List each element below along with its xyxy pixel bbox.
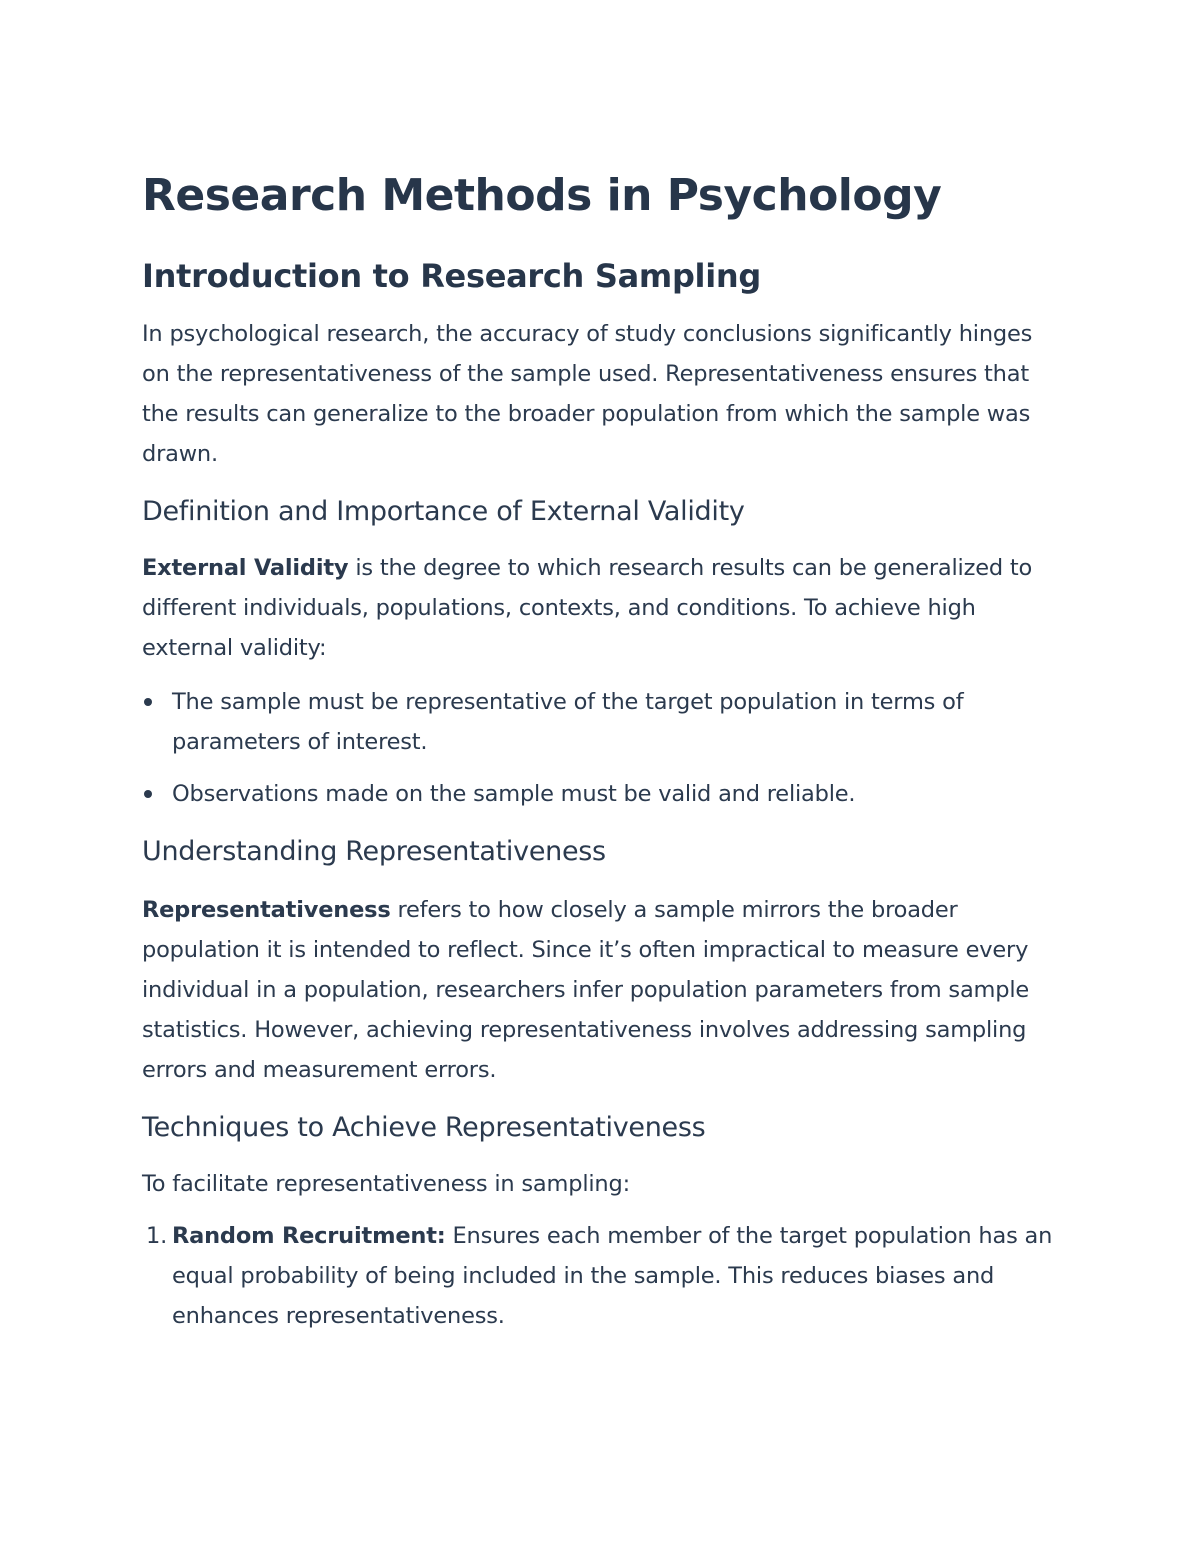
bullet-icon xyxy=(144,698,152,706)
external-validity-term: External Validity xyxy=(142,555,349,581)
list-item-text: The sample must be representative of the target population in terms of parameters of interest. xyxy=(172,689,964,755)
section-heading-representativeness: Understanding Representativeness xyxy=(142,836,606,867)
section-heading-external-validity: Definition and Importance of External Validity xyxy=(142,496,745,527)
techniques-list xyxy=(142,1216,1062,1336)
list-item xyxy=(142,1216,1062,1336)
external-validity-text: is the degree to which research results can be generalized to different individuals, populations, contexts, and conditions. To achieve high external validity: xyxy=(142,555,1033,661)
list-item xyxy=(142,682,1062,762)
techniques-intro: To facilitate representativeness in sampling: xyxy=(142,1171,630,1197)
bullet-icon xyxy=(144,790,152,798)
representativeness-term: Representativeness xyxy=(142,897,391,923)
document-page xyxy=(142,168,1062,1336)
page-title: Research Methods in Psychology xyxy=(142,170,942,221)
external-validity-paragraph xyxy=(142,548,1062,668)
list-item-text: Ensures each member of the target population has an equal probability of being included in the sample. This reduces biases and enhances representativeness. xyxy=(172,1223,1053,1329)
representativeness-paragraph xyxy=(142,890,1062,1090)
section-heading-intro: Introduction to Research Sampling xyxy=(142,257,761,295)
list-item-text: Observations made on the sample must be valid and reliable. xyxy=(172,781,856,807)
representativeness-text: refers to how closely a sample mirrors the broader population it is intended to reflect. Since it’s often impractical to measure every individual in a population, researchers infer population parameters from sample statistics. However, achieving representativeness involves addressing sampling errors and measurement errors. xyxy=(142,897,1030,1083)
intro-paragraph: In psychological research, the accuracy of study conclusions significantly hinges on the representativeness of the sample used. Representativeness ensures that the results can generalize to the broader population from which the sample was drawn. xyxy=(142,321,1033,467)
list-item xyxy=(142,774,1062,814)
section-heading-techniques: Techniques to Achieve Representativeness xyxy=(142,1112,706,1143)
list-item-term: Random Recruitment: xyxy=(172,1223,446,1249)
list-item-number: 1. xyxy=(146,1223,168,1249)
external-validity-list xyxy=(142,682,1062,814)
